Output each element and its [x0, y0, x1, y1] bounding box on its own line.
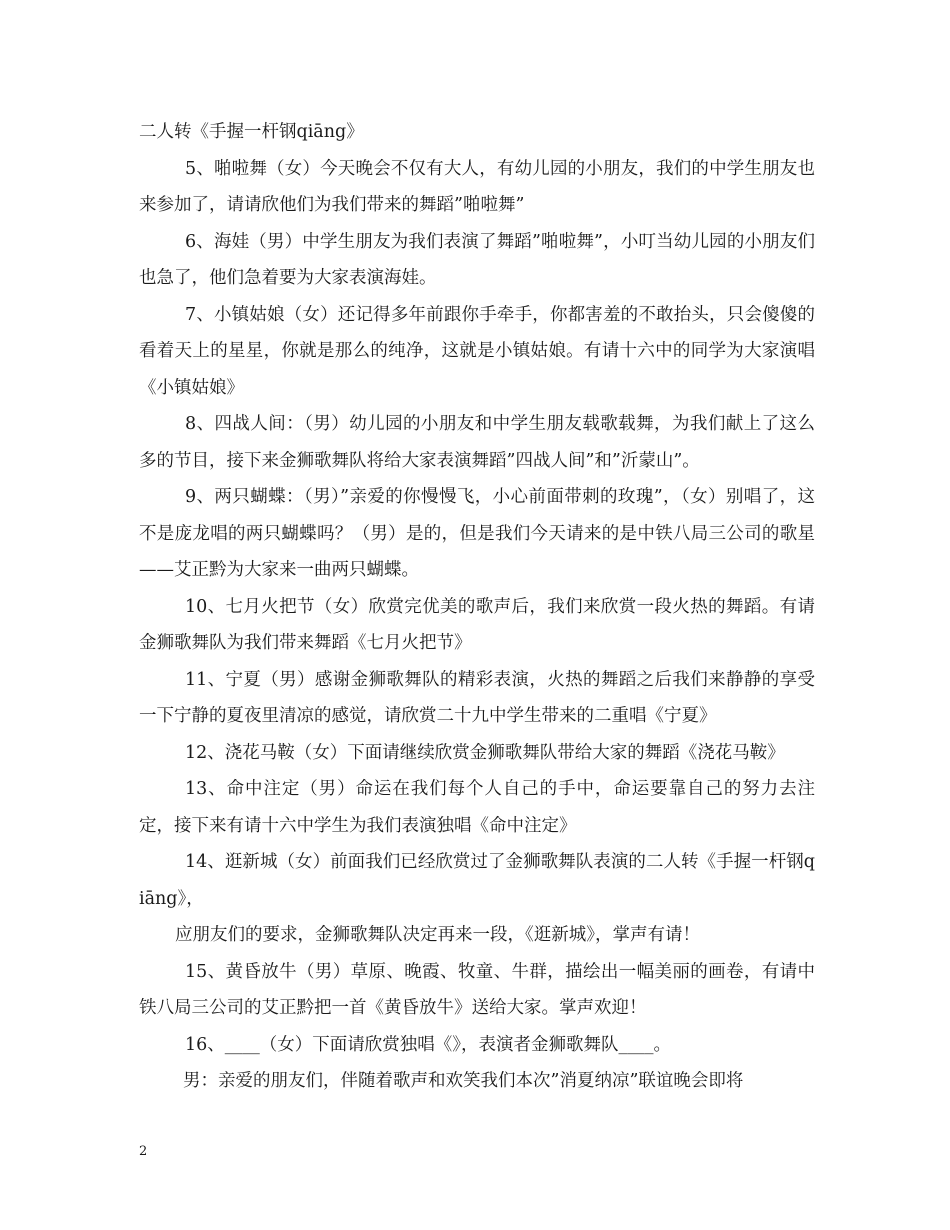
- paragraph: 6、海娃（男）中学生朋友为我们表演了舞蹈”啪啦舞”，小叮当幼儿园的小朋友们也急了，他们急着要为大家表演海娃。: [139, 231, 815, 288]
- document-body: [139, 114, 815, 1100]
- paragraph: 11、宁夏（男）感谢金狮歌舞队的精彩表演，火热的舞蹈之后我们来静静的享受一下宁静的夏夜里清凉的感觉，请欣赏二十九中学生带来的二重唱《宁夏》: [139, 669, 815, 726]
- page-number: 2: [139, 1144, 148, 1159]
- paragraph: 7、小镇姑娘（女）还记得多年前跟你手牵手，你都害羞的不敢抬头，只会傻傻的看着天上的星星，你就是那么的纯净，这就是小镇姑娘。有请十六中的同学为大家演唱《小镇姑娘》: [139, 304, 815, 398]
- paragraph: 9、两只蝴蝶：（男）”亲爱的你慢慢飞，小心前面带刺的玫瑰”，（女）别唱了，这不是庞龙唱的两只蝴蝶吗？（男）是的，但是我们今天请来的是中铁八局三公司的歌星——艾正黔为大家来一曲两只蝴蝶。: [139, 487, 815, 580]
- paragraph: 10、七月火把节（女）欣赏完优美的歌声后，我们来欣赏一段火热的舞蹈。有请金狮歌舞队为我们带来舞蹈《七月火把节》: [139, 596, 815, 653]
- paragraph: 15、黄昏放牛（男）草原、晚霞、牧童、牛群，描绘出一幅美丽的画卷，有请中铁八局三公司的艾正黔把一首《黄昏放牛》送给大家。掌声欢迎！: [139, 961, 815, 1018]
- paragraph: 14、逛新城（女）前面我们已经欣赏过了金狮歌舞队表演的二人转《手握一杆钢qiāng》，: [139, 852, 815, 909]
- paragraph: 8、四战人间：（男）幼儿园的小朋友和中学生朋友载歌载舞，为我们献上了这么多的节目，接下来金狮歌舞队将给大家表演舞蹈”四战人间”和”沂蒙山”。: [139, 414, 815, 471]
- paragraph: 5、啪啦舞（女）今天晚会不仅有大人，有幼儿园的小朋友，我们的中学生朋友也来参加了，请请欣他们为我们带来的舞蹈”啪啦舞”: [139, 158, 815, 215]
- paragraph: 男：亲爱的朋友们，伴随着歌声和欢笑我们本次”消夏纳凉”联谊晚会即将: [183, 1071, 744, 1091]
- paragraph: 二人转《手握一杆钢qiāng》: [139, 122, 364, 142]
- paragraph: 16、____（女）下面请欣赏独唱《》，表演者金狮歌舞队____。: [185, 1034, 672, 1055]
- paragraph: 应朋友们的要求，金狮歌舞队决定再来一段，《逛新城》，掌声有请！: [175, 925, 700, 945]
- paragraph: 13、命中注定（男）命运在我们每个人自己的手中，命运要靠自己的努力去注定，接下来有请十六中学生为我们表演独唱《命中注定》: [139, 779, 815, 836]
- paragraph: 12、浇花马鞍（女）下面请继续欣赏金狮歌舞队带给大家的舞蹈《浇花马鞍》: [185, 742, 785, 763]
